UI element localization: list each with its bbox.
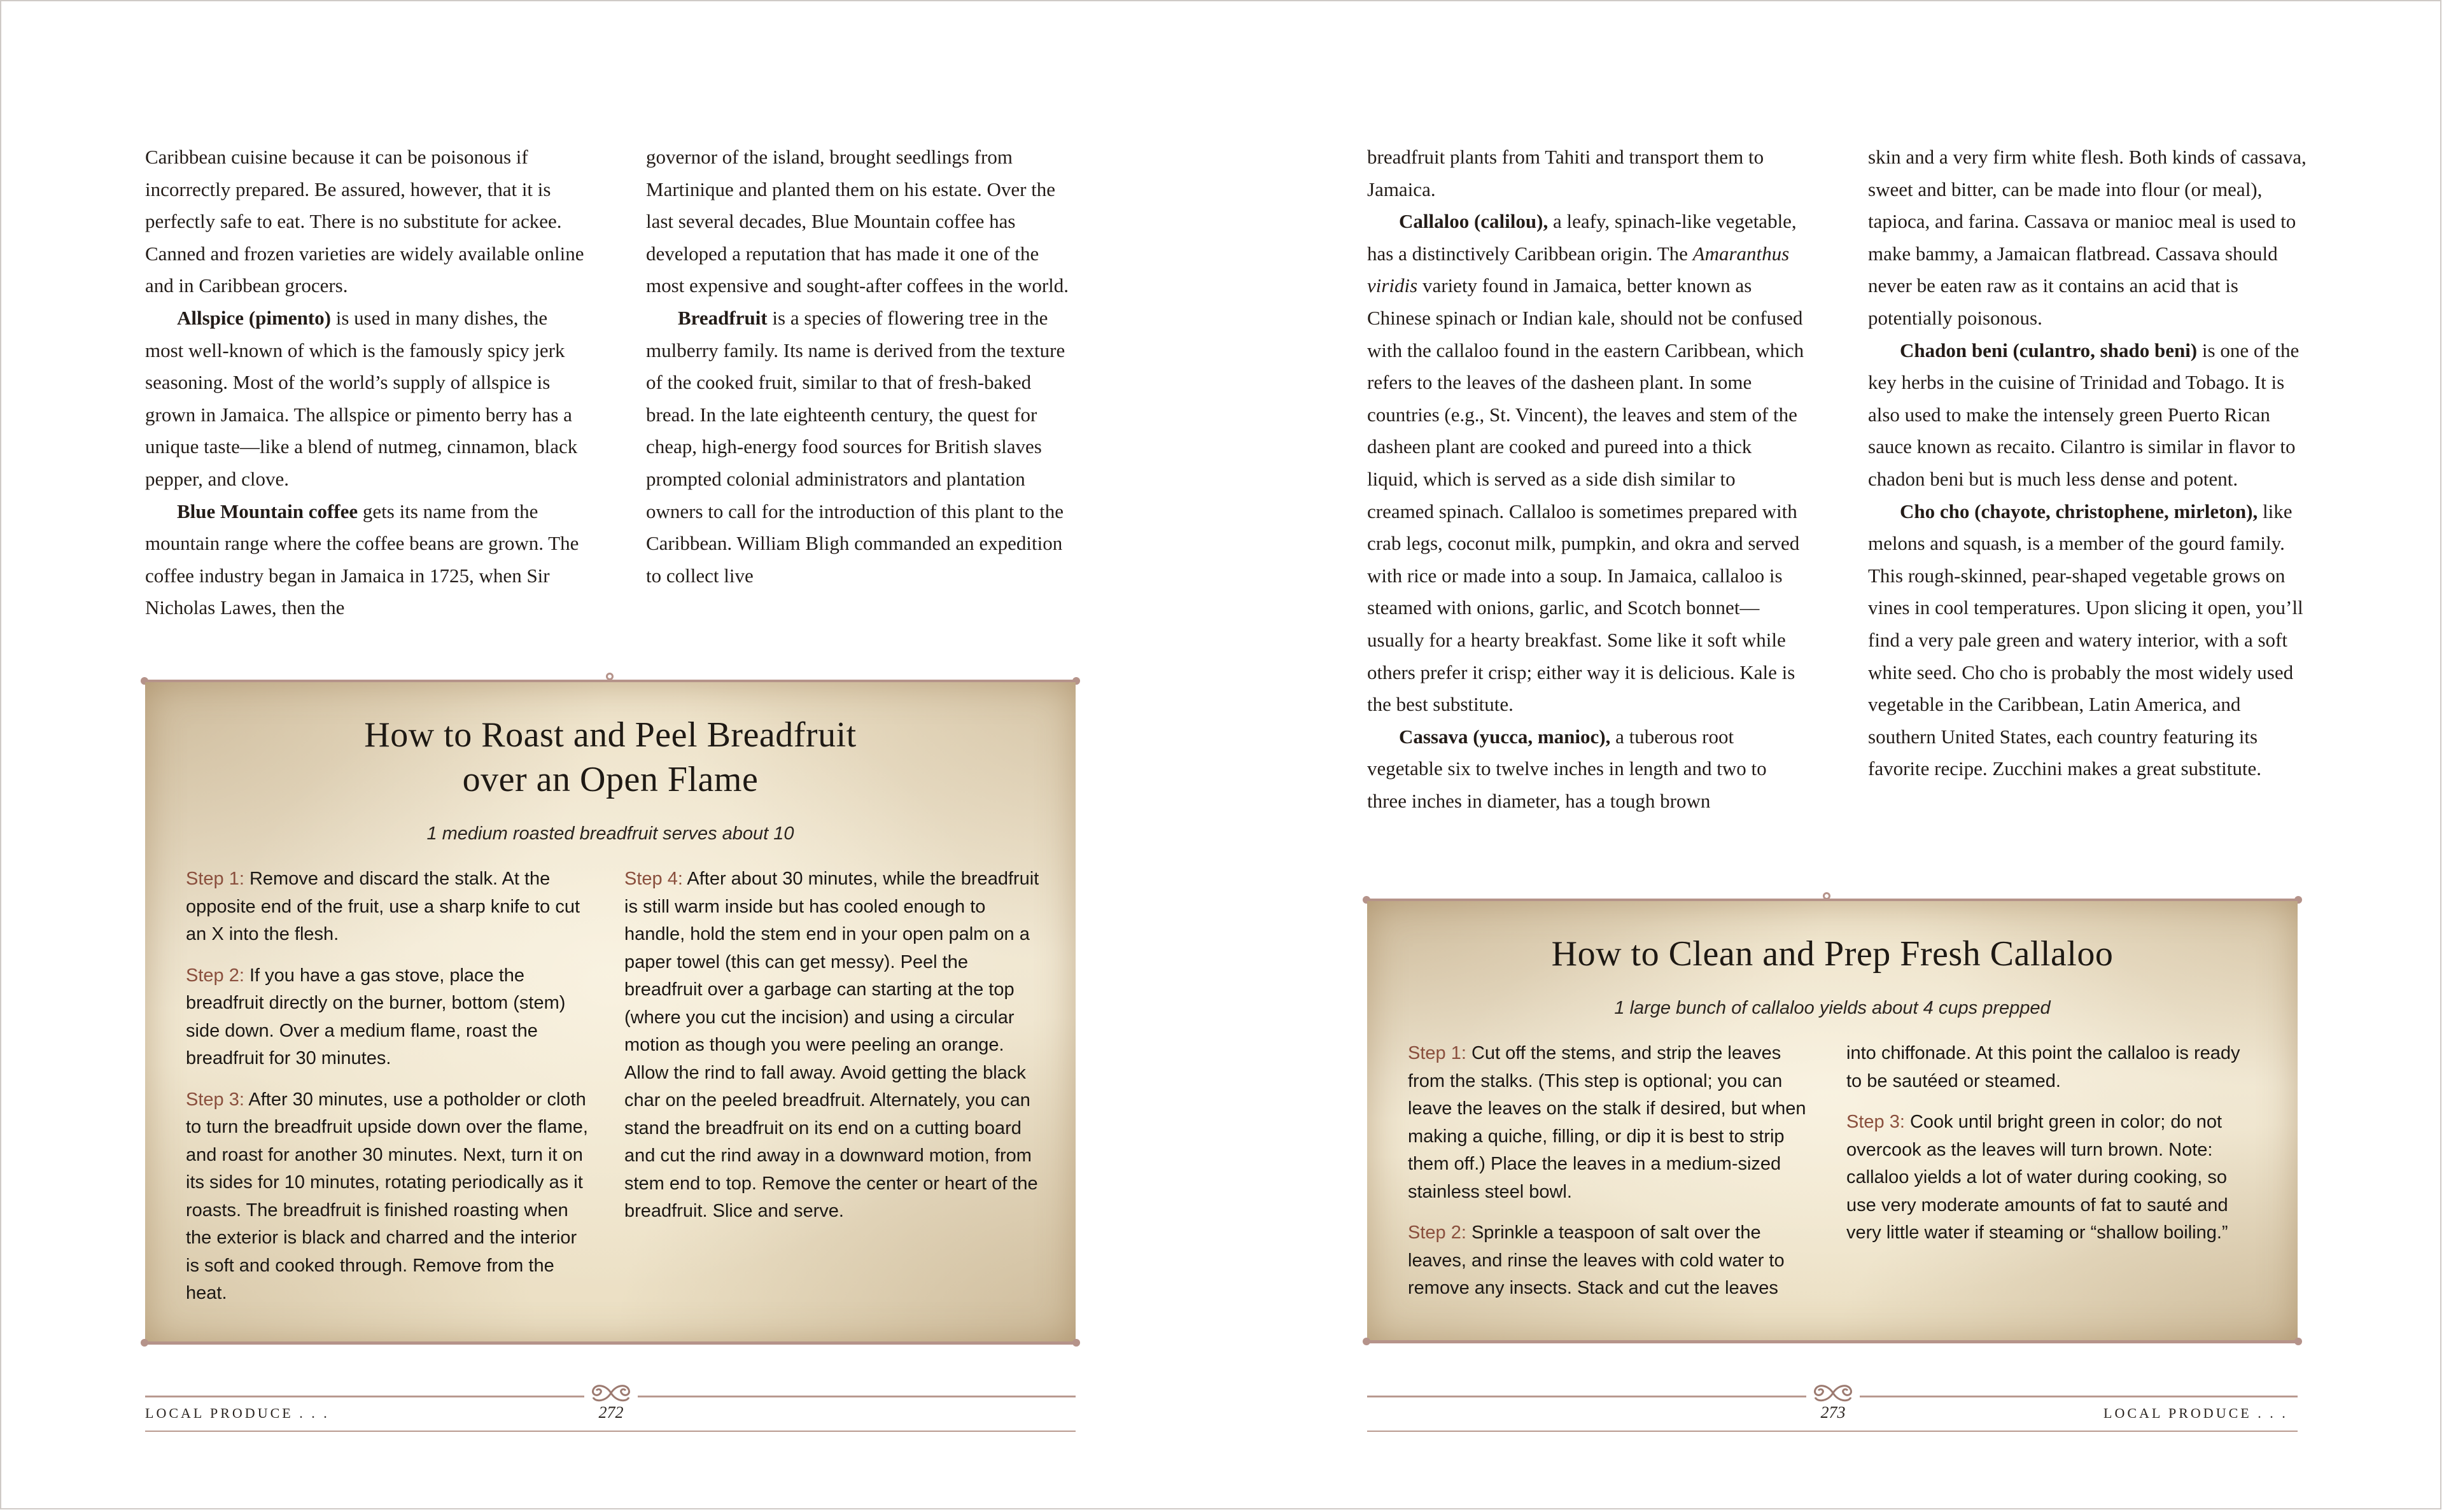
- callaloo-species: Amaranthus viridis: [1367, 242, 1790, 297]
- step-label: Step 2:: [186, 965, 244, 986]
- paragraph-breadfruit: [646, 302, 1079, 592]
- paragraph-breadfruit-cont: breadfruit plants from Tahiti and transport them to Jamaica.: [1367, 146, 1764, 200]
- recipe-step: [186, 1086, 593, 1308]
- recipe-step: [1408, 1040, 1822, 1206]
- recipe-steps-col2: [624, 865, 1041, 1239]
- term-allspice: Allspice: [177, 306, 244, 329]
- step-text: Remove and discard the stalk. At the opposite end of the fruit, use a sharp knife to cut an X into the flesh.: [186, 869, 580, 944]
- footer-section-label: LOCAL PRODUCE . . .: [145, 1405, 330, 1421]
- recipe-steps-col2: [1846, 1040, 2260, 1261]
- recipe-step: [1846, 1040, 2260, 1095]
- step-label: Step 1:: [186, 869, 244, 889]
- recipe-box-breadfruit: [145, 682, 1076, 1344]
- paragraph-allspice: [145, 302, 591, 496]
- term-callaloo: Callaloo (calilou),: [1399, 210, 1549, 233]
- recipe-steps-col1: [186, 865, 593, 1321]
- recipe-step: [624, 865, 1041, 1226]
- recipe-step: [1408, 1219, 1822, 1303]
- paragraph-cassava-cont: skin and a very firm white flesh. Both kinds of cassava, sweet and bitter, can be made into flour (or meal), tapioca, and farina. Cassava or manioc meal is used to make bammy, a Jamaican flatbread. Cassava should never be eaten raw as it contains an acid that is potentially poisonous.: [1868, 146, 2307, 329]
- flourish-ornament-icon: [1806, 1380, 1860, 1406]
- box-rod-bottom: [1365, 1340, 2300, 1343]
- paragraph-cho-cho: [1868, 496, 2307, 785]
- recipe-step: [186, 962, 593, 1073]
- step-text: Sprinkle a teaspoon of salt over the leaves, and rinse the leaves with cold water to remove any insects. Stack and cut the leaves: [1408, 1222, 1785, 1298]
- term-breadfruit: Breadfruit: [678, 306, 768, 329]
- step-label: Step 4:: [624, 869, 683, 889]
- step-text: After about 30 minutes, while the breadfruit is still warm inside but has cooled enough to handle, hold the stem end in your open palm on a paper towel (this can get messy). Peel the breadfruit over a garbage can starting at the top (where you cut the incision) and using a circular motion as though you were peeling an orange. Allow the rind to fall away. Avoid getting the black char on the peeled breadfruit. Alternately, you can stand the breadfruit on its end on a cutting board and cut the rind away in a downward motion, from stem end to top. Remove the center or heart of the breadfruit. Slice and serve.: [624, 869, 1039, 1221]
- paragraph-callaloo: [1367, 206, 1806, 721]
- right-column-1: [1367, 141, 1806, 817]
- blue-mountain-text: gets its name from the mountain range where the coffee beans are grown. The coffee industry began in Jamaica in 1725, when Sir Nicholas Lawes, then the: [145, 500, 579, 619]
- step-text: Cook until bright green in color; do not overcook as the leaves will turn brown. Note: callaloo yields a lot of water during cooking, so use very moderate amounts of fat to sauté and very little water if steaming or “shallow boiling.”: [1846, 1112, 2228, 1243]
- recipe-title: [145, 713, 1076, 802]
- footer-section-label: LOCAL PRODUCE . . .: [2103, 1405, 2288, 1421]
- step-label: Step 2:: [1408, 1222, 1466, 1243]
- step-label: Step 3:: [1846, 1112, 1905, 1132]
- chadon-beni-text: is one of the key herbs in the cuisine of Trinidad and Tobago. It is also used to make the intensely green Puerto Rican sauce known as recaito. Cilantro is similar in flavor to chadon beni but is much less dense and potent.: [1868, 339, 2300, 490]
- recipe-subtitle: 1 large bunch of callaloo yields about 4 cups prepped: [1614, 998, 2051, 1018]
- recipe-title-line1: How to Roast and Peel Breadfruit: [364, 715, 857, 755]
- paragraph-blue-mountain: [145, 496, 591, 624]
- flourish-ornament-icon: [584, 1380, 638, 1406]
- left-column-2: [646, 141, 1079, 592]
- callaloo-text-1: a leafy, spinach-like vegetable, has a distinctively Caribbean origin. The: [1367, 210, 1797, 265]
- breadfruit-text: is a species of flowering tree in the mulberry family. Its name is derived from the texture of the cooked fruit, similar to that of fresh-baked bread. In the late eighteenth century, the quest for cheap, high-energy food sources for British slaves prompted colonial administrators and plantation owners to call for the introduction of this plant to the Caribbean. William Bligh commanded an expedition to collect live: [646, 306, 1065, 587]
- step-text: into chiffonade. At this point the callaloo is ready to be sautéed or steamed.: [1846, 1043, 2240, 1091]
- step-text: Cut off the stems, and strip the leaves from the stalks. (This step is optional; you can leave the leaves on the stalk if desired, but when making a quiche, filling, or dip it is best to strip them off.) Place the leaves in a medium-sized stainless steel bowl.: [1408, 1043, 1806, 1202]
- cassava-text: a tuberous root vegetable six to twelve inches in length and two to three inches in diameter, has a tough brown: [1367, 725, 1767, 812]
- paragraph-coffee-cont: governor of the island, brought seedlings from Martinique and planted them on his estate. Over the last several decades, Blue Mountain coffee has developed a reputation that has made it one of the most expensive and sought-after coffees in the world.: [646, 146, 1069, 297]
- step-label: Step 3:: [186, 1089, 244, 1110]
- term-blue-mountain: Blue Mountain coffee: [177, 500, 358, 522]
- cho-cho-text: like melons and squash, is a member of the gourd family. This rough-skinned, pear-shaped vegetable grows on vines in cool temperatures. Upon slicing it open, you’ll find a very pale green and watery interior, with a soft white seed. Cho cho is probably the most widely used vegetable in the Caribbean, Latin America, and southern United States, each country featuring its favorite recipe. Zucchini makes a great substitute.: [1868, 500, 2303, 780]
- left-column-1: [145, 141, 591, 624]
- term-allspice-alt: (pimento): [248, 306, 331, 329]
- step-text: After 30 minutes, use a potholder or cloth to turn the breadfruit upside down over the flame, and roast for another 30 minutes. Next, turn it on its sides for 10 minutes, rotating periodically as it roasts. The breadfruit is finished roasting when the exterior is black and charred and the interior is soft and cooked through. Remove from the heat.: [186, 1089, 588, 1303]
- box-knob-top: [606, 673, 614, 680]
- recipe-steps-col1: [1408, 1040, 1822, 1316]
- paragraph-cassava: [1367, 721, 1806, 818]
- callaloo-text-2: variety found in Jamaica, better known as Chinese spinach or Indian kale, should not be confused with the callaloo found in the eastern Caribbean, which refers to the leaves of the dasheen plant. In some countries (e.g., St. Vincent), the leaves and stem of the dasheen plant are cooked and pureed into a thick liquid, which is served as a side dish similar to creamed spinach. Callaloo is sometimes prepared with crab legs, coconut milk, pumpkin, and okra and served with rice or made into a soup. In Jamaica, callaloo is steamed with onions, garlic, and Scotch bonnet—usually for a hearty breakfast. Some like it soft while others prefer it crisp; either way it is delicious. Kale is the best substitute.: [1367, 274, 1804, 716]
- step-text: If you have a gas stove, place the breadfruit directly on the burner, bottom (stem) side down. Over a medium flame, roast the breadfruit for 30 minutes.: [186, 965, 566, 1068]
- paragraph-chadon-beni: [1868, 335, 2307, 496]
- box-rod-bottom: [143, 1341, 1078, 1345]
- term-cho-cho: Cho cho (chayote, christophene, mirleton),: [1900, 500, 2258, 522]
- page-number: 272: [598, 1403, 624, 1422]
- recipe-title: How to Clean and Prep Fresh Callaloo: [1551, 934, 2114, 974]
- footer-rule-bottom: [1367, 1431, 2298, 1432]
- term-cassava: Cassava (yucca, manioc),: [1399, 725, 1611, 748]
- footer-rule-bottom: [145, 1431, 1076, 1432]
- recipe-step: [186, 865, 593, 949]
- step-label: Step 1:: [1408, 1043, 1466, 1063]
- term-chadon-beni: Chadon beni (culantro, shado beni): [1900, 339, 2198, 361]
- recipe-box-callaloo: [1367, 901, 2298, 1343]
- right-column-2: [1868, 141, 2307, 785]
- recipe-title-line2: over an Open Flame: [462, 760, 759, 799]
- recipe-step: [1846, 1109, 2260, 1247]
- paragraph-ackee: Caribbean cuisine because it can be poisonous if incorrectly prepared. Be assured, however, that it is perfectly safe to eat. There is no substitute for ackee. Canned and frozen varieties are widely available online and in Caribbean grocers.: [145, 146, 584, 297]
- allspice-text: is used in many dishes, the most well-known of which is the famously spicy jerk seasoning. Most of the world’s supply of allspice is grown in Jamaica. The allspice or pimento berry has a unique taste—like a blend of nutmeg, cinnamon, black pepper, and clove.: [145, 306, 578, 490]
- box-knob-top: [1823, 892, 1830, 900]
- recipe-subtitle: 1 medium roasted breadfruit serves about 10: [426, 823, 794, 844]
- page-number: 273: [1820, 1403, 1846, 1422]
